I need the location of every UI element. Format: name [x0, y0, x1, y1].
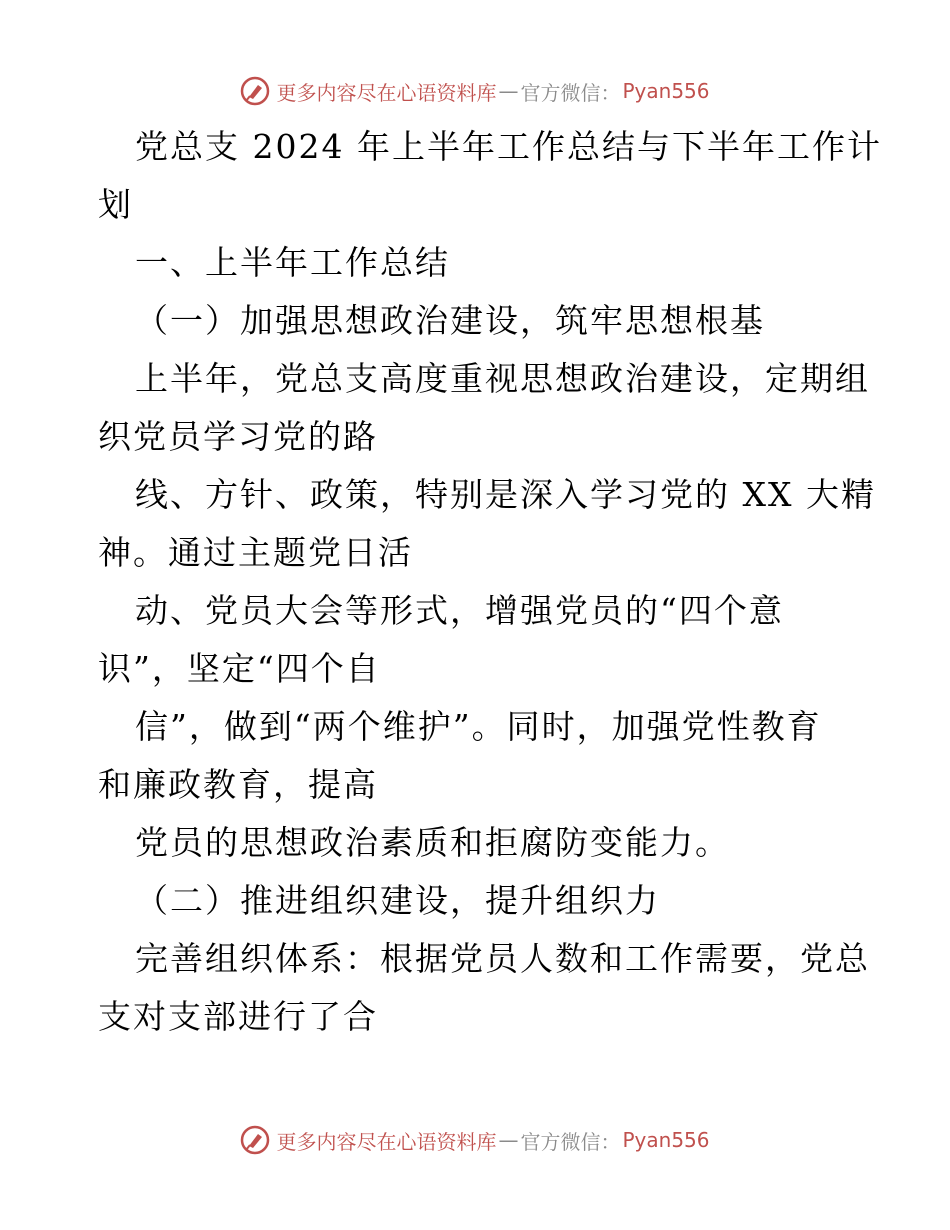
- watermark-wechat-id: Pyan556: [622, 79, 710, 103]
- pen-nib-logo-icon: [240, 76, 270, 106]
- paragraph-5-line-1: 党员的思想政治素质和拒腐防变能力。: [135, 823, 730, 862]
- watermark-wechat-id: Pyan556: [622, 1128, 710, 1152]
- footer-watermark: [0, 1120, 950, 1160]
- watermark-brand: 更多内容尽在心语资料库: [276, 1129, 497, 1154]
- watermark-official-label: 官方微信：: [520, 1129, 621, 1154]
- section-heading-1: 一、上半年工作总结: [135, 243, 450, 282]
- subsection-heading-2: （二）推进组织建设，提升组织力: [135, 881, 660, 920]
- paragraph-3-line-2: 识”，坚定“四个自: [98, 649, 381, 688]
- paragraph-1-line-1: 上半年，党总支高度重视思想政治建设，定期组: [135, 359, 870, 398]
- paragraph-4-line-1: 信”，做到“两个维护”。同时，加强党性教育: [135, 707, 822, 746]
- paragraph-6-line-1: 完善组织体系：根据党员人数和工作需要，党总: [135, 939, 870, 978]
- watermark-brand: 更多内容尽在心语资料库: [276, 80, 497, 105]
- document-title-line-1: 党总支 2024 年上半年工作总结与下半年工作计: [135, 127, 882, 166]
- watermark-official-label: 官方微信：: [520, 80, 621, 105]
- paragraph-2-line-1: 线、方针、政策，特别是深入学习党的 XX 大精: [135, 475, 876, 514]
- document-title-line-2: 划: [98, 185, 133, 224]
- header-watermark: [0, 71, 950, 111]
- paragraph-4-line-2: 和廉政教育，提高: [98, 765, 378, 804]
- subsection-heading-1: （一）加强思想政治建设，筑牢思想根基: [135, 301, 765, 340]
- watermark-dash: —: [498, 1128, 519, 1152]
- paragraph-3-line-1: 动、党员大会等形式，增强党员的“四个意: [135, 591, 784, 630]
- paragraph-6-line-2: 支对支部进行了合: [98, 997, 378, 1036]
- pen-nib-logo-icon: [240, 1125, 270, 1155]
- paragraph-2-line-2: 神。通过主题党日活: [98, 533, 413, 572]
- watermark-dash: —: [498, 79, 519, 103]
- paragraph-1-line-2: 织党员学习党的路: [98, 417, 378, 456]
